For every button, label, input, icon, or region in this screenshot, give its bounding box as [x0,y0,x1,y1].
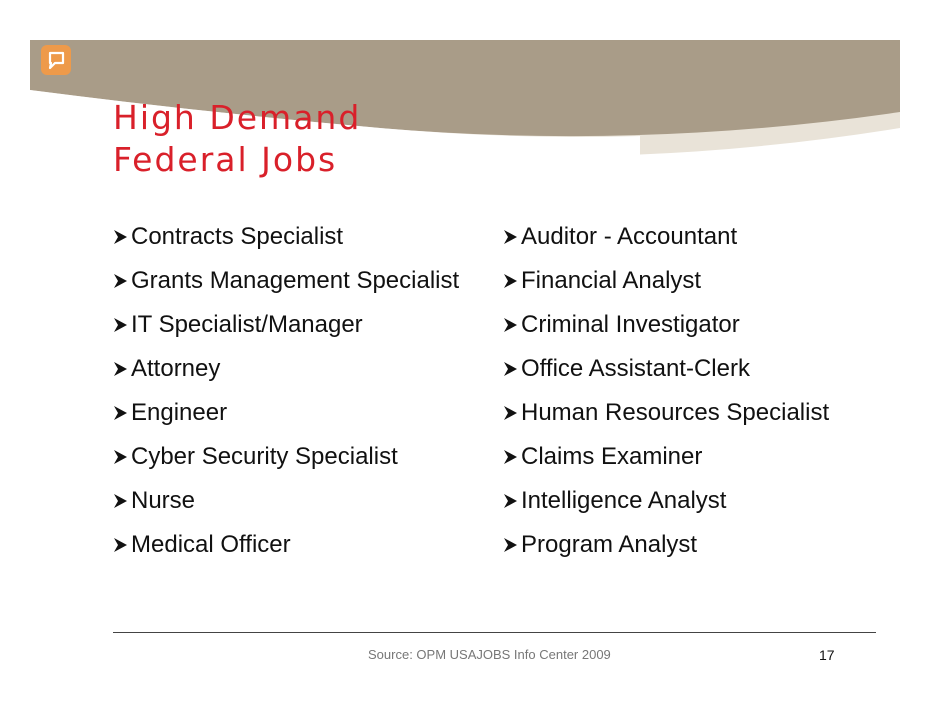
list-item: Claims Examiner [503,435,903,479]
list-item: Intelligence Analyst [503,479,903,523]
title-line-2: Federal Jobs [113,140,338,179]
logo [41,45,71,75]
arrowhead-bullet-icon [113,405,128,421]
arrowhead-bullet-icon [503,317,518,333]
arrowhead-bullet-icon [113,449,128,465]
source-note: Source: OPM USAJOBS Info Center 2009 [368,647,611,662]
arrowhead-bullet-icon [503,537,518,553]
arrowhead-bullet-icon [503,273,518,289]
arrowhead-bullet-icon [113,493,128,509]
list-item: Cyber Security Specialist [113,435,503,479]
slide-title [113,97,513,181]
list-item: Contracts Specialist [113,215,503,259]
list-item: Human Resources Specialist [503,391,903,435]
arrowhead-bullet-icon [113,537,128,553]
page-number: 17 [819,647,835,663]
list-item: Engineer [113,391,503,435]
list-item: Criminal Investigator [503,303,903,347]
arrowhead-bullet-icon [503,229,518,245]
list-item: Program Analyst [503,523,903,567]
list-item: Medical Officer [113,523,503,567]
arrowhead-bullet-icon [503,361,518,377]
list-item: Office Assistant-Clerk [503,347,903,391]
arrowhead-bullet-icon [113,229,128,245]
list-item: IT Specialist/Manager [113,303,503,347]
speech-bubble-logo-icon [41,45,71,75]
footer-divider [113,632,876,633]
list-item: Grants Management Specialist [113,259,503,303]
list-item: Auditor - Accountant [503,215,903,259]
list-item: Attorney [113,347,503,391]
title-line-1: High Demand [113,98,362,137]
arrowhead-bullet-icon [503,405,518,421]
arrowhead-bullet-icon [503,493,518,509]
arrowhead-bullet-icon [503,449,518,465]
list-item: Nurse [113,479,503,523]
left-job-list [113,215,503,567]
arrowhead-bullet-icon [113,361,128,377]
arrowhead-bullet-icon [113,317,128,333]
right-job-list [503,215,903,567]
list-item: Financial Analyst [503,259,903,303]
arrowhead-bullet-icon [113,273,128,289]
